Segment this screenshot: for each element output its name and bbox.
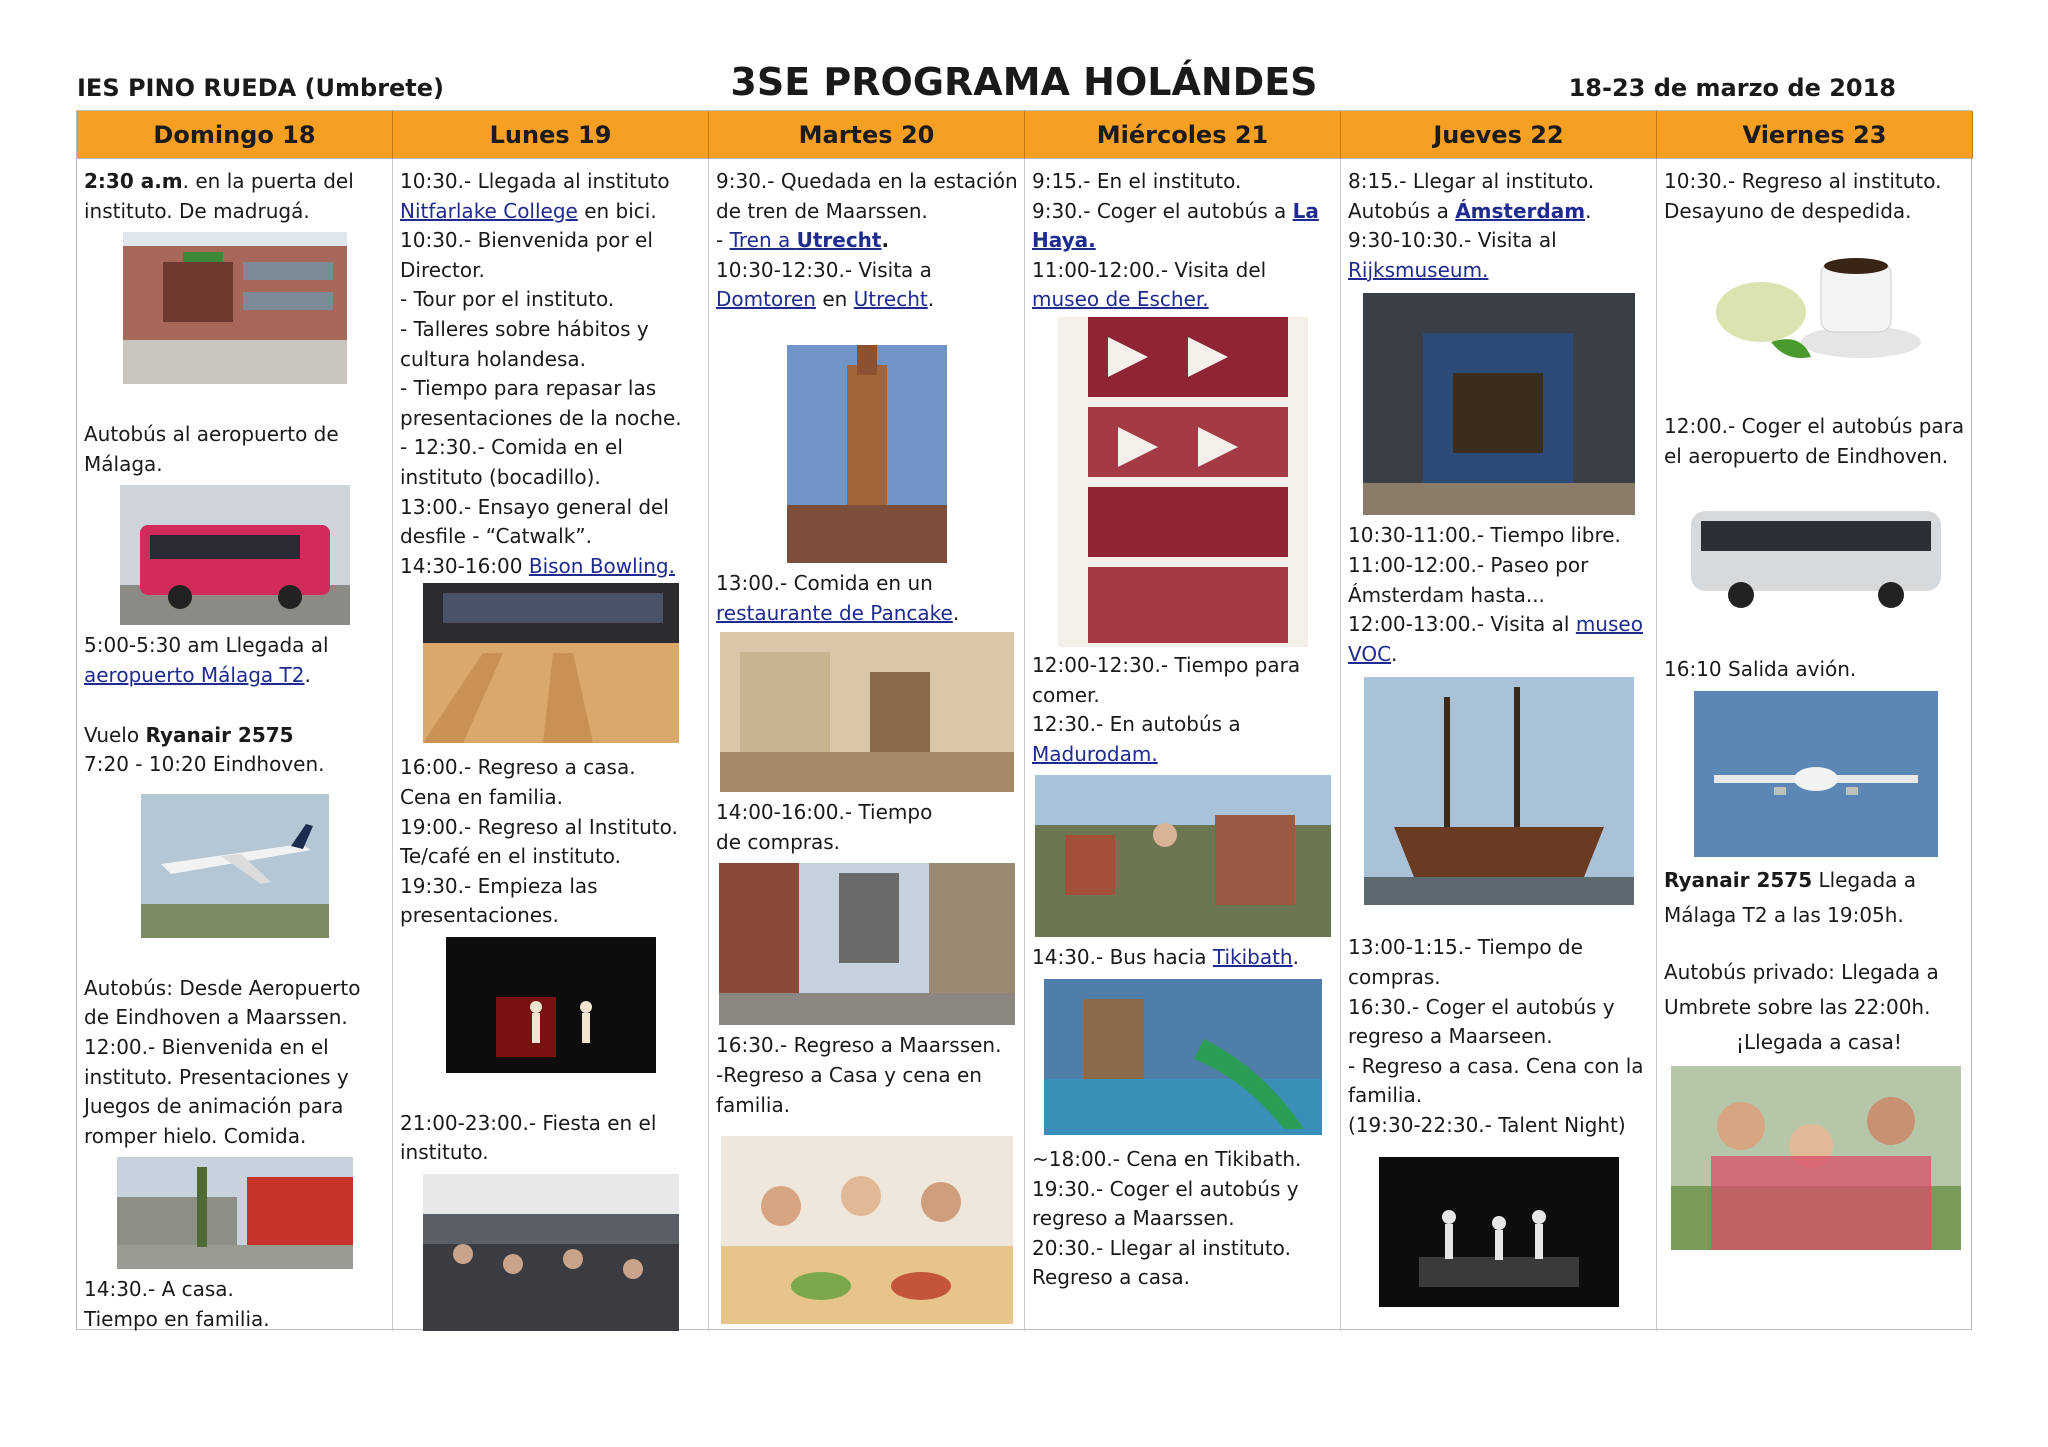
tea-coffee-photo xyxy=(1701,232,1931,376)
text-item: ~18:00.- Cena en Tikibath. xyxy=(1032,1146,1302,1171)
text-item: 14:30.- A casa. xyxy=(84,1277,234,1302)
la-haya-link[interactable]: La Haya. xyxy=(1032,198,1319,253)
day-header-viernes: Viernes 23 xyxy=(1657,111,1973,159)
utrecht-link[interactable]: Utrecht xyxy=(796,228,882,253)
school-name: IES PINO RUEDA (Umbrete) xyxy=(77,74,445,102)
text-item: 13:00.- Comida en un xyxy=(716,570,933,595)
page-title: 3SE PROGRAMA HOLÁNDES xyxy=(730,60,1318,104)
text-item: - Regreso a casa. Cena con la familia. xyxy=(1348,1053,1644,1108)
text-item: 16:00.- Regreso a casa. xyxy=(400,755,636,780)
date-range: 18-23 de marzo de 2018 xyxy=(1568,74,1896,102)
voc-museum-link[interactable]: museo VOC xyxy=(1348,612,1643,666)
school-building-photo xyxy=(123,232,347,384)
train-link[interactable]: Tren a xyxy=(729,228,797,253)
text-item: 11:00-12:00.- Paseo por Ámsterdam hasta... xyxy=(1348,552,1589,607)
day-header-domingo: Domingo 18 xyxy=(77,111,393,159)
family-hug-photo xyxy=(1671,1066,1961,1250)
domtoren-tower-photo xyxy=(787,345,947,563)
madurodam-link[interactable]: Madurodam. xyxy=(1032,741,1158,766)
column-viernes xyxy=(1657,159,1973,1331)
text-item: 10:30-12:30.- Visita a Domtoren en Utrecht. xyxy=(716,257,935,312)
text-item: 16:10 Salida avión. xyxy=(1664,657,1857,682)
text-item: Vuelo Ryanair 2575 xyxy=(84,722,294,747)
party-crowd-photo xyxy=(423,1174,679,1331)
text-item: - 12:30.- Comida en el instituto (bocadillo). xyxy=(400,435,623,489)
school-link[interactable]: Nitfarlake College xyxy=(400,198,578,223)
column-domingo xyxy=(77,159,393,1331)
text-item: Desayuno de despedida. xyxy=(1664,198,1912,223)
text-item: 5:00-5:30 am Llegada al aeropuerto Málaga T2. xyxy=(84,633,329,687)
text-item: 9:30.- Quedada en la estación de tren de Maarssen. xyxy=(716,169,1018,223)
text-item: (19:30-22:30.- Talent Night) xyxy=(1348,1112,1626,1137)
text-item: 12:30.- En autobús a Madurodam. xyxy=(1032,712,1241,766)
text-item: 14:30.- Bus hacia Tikibath. xyxy=(1032,945,1299,970)
day-header-jueves: Jueves 22 xyxy=(1341,111,1657,159)
pancake-link[interactable]: restaurante de Pancake xyxy=(716,600,953,625)
airplane-landing-photo xyxy=(1694,691,1938,857)
airport-link[interactable]: aeropuerto Málaga T2 xyxy=(84,662,305,687)
bowling-alley-photo xyxy=(423,583,679,743)
text-item: 11:00-12:00.- Visita del museo de Escher. xyxy=(1032,257,1267,312)
text-item: -Regreso a Casa y cena en familia. xyxy=(716,1062,982,1117)
text-item: 12:00-13:00.- Visita al museo VOC. xyxy=(1348,612,1643,666)
column-miercoles xyxy=(1025,159,1341,1331)
text-item: 12:00.- Bienvenida en el instituto. Presentaciones y Juegos de animación para romper hielo. Comida. xyxy=(84,1034,349,1148)
text-item: 13:00-1:15.- Tiempo de compras. xyxy=(1348,935,1583,989)
rijksmuseum-gallery-photo xyxy=(1363,293,1635,515)
amsterdam-link[interactable]: Ámsterdam xyxy=(1455,198,1586,223)
text-item: Autobús: Desde Aeropuerto de Eindhoven a Maarssen. xyxy=(84,975,361,1030)
madurodam-photo xyxy=(1035,775,1331,937)
shopping-street-photo xyxy=(719,863,1015,1025)
text-item: 8:15.- Llegar al instituto. xyxy=(1348,169,1595,193)
tikibath-waterpark-photo xyxy=(1044,979,1322,1135)
text-item: 2:30 a.m. en la puerta del instituto. De madrugá. xyxy=(84,169,354,223)
escher-tessellation-image xyxy=(1058,317,1308,647)
voc-ship-photo xyxy=(1364,677,1634,905)
text-item: Autobús al aeropuerto de Málaga. xyxy=(84,422,339,476)
text-item: - Tiempo para repasar las presentaciones de la noche. xyxy=(400,376,682,430)
rijksmuseum-link[interactable]: Rijksmuseum. xyxy=(1348,257,1489,282)
text-item: Tiempo en familia. xyxy=(84,1306,270,1331)
text-item: 10:30.- Regreso al instituto. xyxy=(1664,169,1942,193)
text-item: 9:15.- En el instituto. xyxy=(1032,169,1242,193)
text-item: 19:30.- Empieza las presentaciones. xyxy=(400,873,598,928)
text-item: 10:30.- Bienvenida por el Director. xyxy=(400,228,653,282)
bowling-link[interactable]: Bison Bowling. xyxy=(528,553,675,578)
column-jueves xyxy=(1341,159,1657,1331)
text-item: 12:00-12:30.- Tiempo para comer. xyxy=(1032,652,1301,707)
text-item: de compras. xyxy=(716,829,841,854)
text-item: 19:00.- Regreso al Instituto. xyxy=(400,814,678,839)
stage-performance-photo xyxy=(446,937,656,1073)
text-item: Regreso a casa. xyxy=(1032,1265,1190,1290)
text-item: 10:30-11:00.- Tiempo libre. xyxy=(1348,523,1621,548)
escher-museum-link[interactable]: museo de Escher. xyxy=(1032,287,1209,312)
text-item: 9:30-10:30.- Visita al Rijksmuseum. xyxy=(1348,228,1557,282)
day-header-martes: Martes 20 xyxy=(709,111,1025,159)
text-item: 20:30.- Llegar al instituto. xyxy=(1032,1235,1291,1260)
text-item: - Tour por el instituto. xyxy=(400,287,615,312)
text-item: 16:30.- Coger el autobús y regreso a Maarseen. xyxy=(1348,994,1615,1049)
text-item: - Tren a Utrecht. xyxy=(716,228,890,253)
coach-bus-photo xyxy=(1681,491,1951,619)
schedule-table xyxy=(76,110,1972,1330)
tikibath-link[interactable]: Tikibath xyxy=(1212,945,1293,970)
day-header-lunes: Lunes 19 xyxy=(393,111,709,159)
family-dinner-photo xyxy=(721,1136,1013,1324)
text-item: 7:20 - 10:20 Eindhoven. xyxy=(84,752,325,777)
utrecht-city-link[interactable]: Utrecht xyxy=(853,287,928,312)
pancake-restaurant-photo xyxy=(720,632,1014,792)
text-item: - Talleres sobre hábitos y cultura holandesa. xyxy=(400,316,649,371)
talent-night-photo xyxy=(1379,1157,1619,1307)
column-lunes xyxy=(393,159,709,1331)
text-item: 19:30.- Coger el autobús y regreso a Maarssen. xyxy=(1032,1176,1299,1231)
text-item: restaurante de Pancake. xyxy=(716,600,960,625)
text-item: 12:00.- Coger el autobús para el aeropuerto de Eindhoven. xyxy=(1664,414,1965,468)
airplane-photo xyxy=(141,794,329,938)
text-item: 14:00-16:00.- Tiempo xyxy=(716,800,933,825)
school-courtyard-photo xyxy=(117,1157,353,1269)
text-item: ¡Llegada a casa! xyxy=(1736,1029,1902,1054)
text-item: Te/café en el instituto. xyxy=(400,844,622,869)
day-header-miercoles: Miércoles 21 xyxy=(1025,111,1341,159)
text-item: 21:00-23:00.- Fiesta en el instituto. xyxy=(400,1110,657,1165)
text-item: 14:30-16:00 Bison Bowling. xyxy=(400,553,675,578)
text-item: Autobús privado: Llegada a Umbrete sobre las 22:00h. xyxy=(1664,959,1939,1019)
domtoren-link[interactable]: Domtoren xyxy=(716,287,816,312)
column-martes xyxy=(709,159,1025,1331)
text-item: 10:30.- Llegada al instituto Nitfarlake College en bici. xyxy=(400,169,670,223)
pink-bus-photo xyxy=(120,485,350,625)
text-item: Ryanair 2575 Llegada a Málaga T2 a las 19:05h. xyxy=(1664,867,1917,927)
text-item: 9:30.- Coger el autobús a La Haya. xyxy=(1032,198,1319,253)
text-item: 13:00.- Ensayo general del desfile - “Catwalk”. xyxy=(400,494,669,549)
text-item: Cena en familia. xyxy=(400,784,563,809)
text-item: 16:30.- Regreso a Maarssen. xyxy=(716,1033,1002,1058)
text-item: Autobús a Ámsterdam. xyxy=(1348,198,1592,223)
